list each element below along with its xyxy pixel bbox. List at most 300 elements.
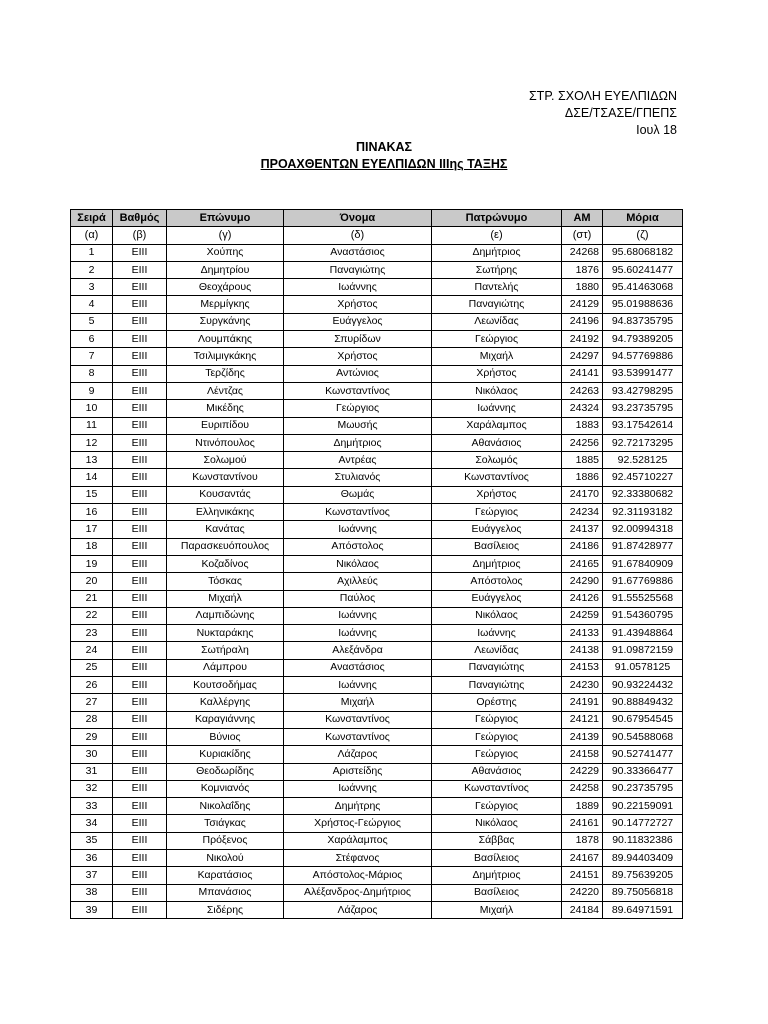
- rank-cell: ΕΙΙΙ: [113, 279, 167, 296]
- registry-number-cell: 24230: [562, 677, 603, 694]
- score-cell: 92.33380682: [603, 486, 683, 503]
- table-row: [71, 434, 683, 451]
- first-name-cell: Κωνσταντίνος: [284, 711, 432, 728]
- column-code: (ζ): [603, 227, 683, 244]
- rank-cell: ΕΙΙΙ: [113, 677, 167, 694]
- row-number-cell: 39: [71, 901, 113, 918]
- surname-cell: Τόσκας: [167, 573, 284, 590]
- rank-cell: ΕΙΙΙ: [113, 884, 167, 901]
- table-row: [71, 417, 683, 434]
- registry-number-cell: 24141: [562, 365, 603, 382]
- column-header: Μόρια: [603, 210, 683, 227]
- father-name-cell: Ευάγγελος: [432, 590, 562, 607]
- row-number-cell: 1: [71, 244, 113, 261]
- father-name-cell: Νικόλαος: [432, 382, 562, 399]
- registry-number-cell: 24121: [562, 711, 603, 728]
- rank-cell: ΕΙΙΙ: [113, 746, 167, 763]
- row-number-cell: 9: [71, 382, 113, 399]
- first-name-cell: Δημήτριος: [284, 434, 432, 451]
- father-name-cell: Ιωάννης: [432, 625, 562, 642]
- score-cell: 93.23735795: [603, 400, 683, 417]
- father-name-cell: Σωτήρης: [432, 261, 562, 278]
- surname-cell: Σολωμού: [167, 452, 284, 469]
- rank-cell: ΕΙΙΙ: [113, 555, 167, 572]
- row-number-cell: 28: [71, 711, 113, 728]
- registry-number-cell: 24133: [562, 625, 603, 642]
- table-row: [71, 867, 683, 884]
- score-cell: 89.64971591: [603, 901, 683, 918]
- surname-cell: Ντινόπουλος: [167, 434, 284, 451]
- promotion-table: [70, 209, 683, 919]
- rank-cell: ΕΙΙΙ: [113, 780, 167, 797]
- surname-cell: Τσιάγκας: [167, 815, 284, 832]
- first-name-cell: Ιωάννης: [284, 780, 432, 797]
- father-name-cell: Γεώργιος: [432, 728, 562, 745]
- row-number-cell: 3: [71, 279, 113, 296]
- first-name-cell: Θωμάς: [284, 486, 432, 503]
- father-name-cell: Νικόλαος: [432, 607, 562, 624]
- father-name-cell: Παναγιώτης: [432, 677, 562, 694]
- rank-cell: ΕΙΙΙ: [113, 798, 167, 815]
- score-cell: 91.09872159: [603, 642, 683, 659]
- registry-number-cell: 24138: [562, 642, 603, 659]
- score-cell: 92.45710227: [603, 469, 683, 486]
- document-title: [0, 139, 768, 173]
- row-number-cell: 7: [71, 348, 113, 365]
- father-name-cell: Σάββας: [432, 832, 562, 849]
- row-number-cell: 23: [71, 625, 113, 642]
- table-row: [71, 607, 683, 624]
- first-name-cell: Παναγιώτης: [284, 261, 432, 278]
- father-name-cell: Κωνσταντίνος: [432, 469, 562, 486]
- score-cell: 91.67840909: [603, 555, 683, 572]
- score-cell: 90.93224432: [603, 677, 683, 694]
- rank-cell: ΕΙΙΙ: [113, 763, 167, 780]
- first-name-cell: Απόστολος-Μάριος: [284, 867, 432, 884]
- father-name-cell: Δημήτριος: [432, 244, 562, 261]
- first-name-cell: Δημήτρης: [284, 798, 432, 815]
- first-name-cell: Αντώνιος: [284, 365, 432, 382]
- registry-number-cell: 24137: [562, 521, 603, 538]
- score-cell: 95.41463068: [603, 279, 683, 296]
- first-name-cell: Κωνσταντίνος: [284, 728, 432, 745]
- table-row: [71, 279, 683, 296]
- surname-cell: Καραγιάννης: [167, 711, 284, 728]
- father-name-cell: Χαράλαμπος: [432, 417, 562, 434]
- row-number-cell: 37: [71, 867, 113, 884]
- registry-number-cell: 24167: [562, 849, 603, 866]
- surname-cell: Καλλέργης: [167, 694, 284, 711]
- rank-cell: ΕΙΙΙ: [113, 590, 167, 607]
- father-name-cell: Παναγιώτης: [432, 659, 562, 676]
- father-name-cell: Σολωμός: [432, 452, 562, 469]
- score-cell: 94.79389205: [603, 331, 683, 348]
- column-code: (γ): [167, 227, 284, 244]
- surname-cell: Κουτσοδήμας: [167, 677, 284, 694]
- surname-cell: Μερμίγκης: [167, 296, 284, 313]
- row-number-cell: 19: [71, 555, 113, 572]
- score-cell: 94.83735795: [603, 313, 683, 330]
- registry-number-cell: 1889: [562, 798, 603, 815]
- father-name-cell: Μιχαήλ: [432, 901, 562, 918]
- table-row: [71, 780, 683, 797]
- registry-number-cell: 24151: [562, 867, 603, 884]
- first-name-cell: Χρήστος-Γεώργιος: [284, 815, 432, 832]
- surname-cell: Νικολού: [167, 849, 284, 866]
- rank-cell: ΕΙΙΙ: [113, 815, 167, 832]
- first-name-cell: Μωυσής: [284, 417, 432, 434]
- score-cell: 93.17542614: [603, 417, 683, 434]
- registry-number-cell: 24268: [562, 244, 603, 261]
- table-row: [71, 296, 683, 313]
- column-header: Όνομα: [284, 210, 432, 227]
- rank-cell: ΕΙΙΙ: [113, 538, 167, 555]
- registry-number-cell: 24196: [562, 313, 603, 330]
- registry-number-cell: 24129: [562, 296, 603, 313]
- surname-cell: Μπανάσιος: [167, 884, 284, 901]
- table-row: [71, 382, 683, 399]
- score-cell: 91.43948864: [603, 625, 683, 642]
- column-header: Πατρώνυμο: [432, 210, 562, 227]
- document-header: [529, 88, 677, 139]
- column-header: Σειρά: [71, 210, 113, 227]
- score-cell: 90.14772727: [603, 815, 683, 832]
- column-code: (δ): [284, 227, 432, 244]
- surname-cell: Θεοδωρίδης: [167, 763, 284, 780]
- table-row: [71, 884, 683, 901]
- score-cell: 90.54588068: [603, 728, 683, 745]
- table-row: [71, 538, 683, 555]
- rank-cell: ΕΙΙΙ: [113, 400, 167, 417]
- table-row: [71, 469, 683, 486]
- father-name-cell: Χρήστος: [432, 486, 562, 503]
- rank-cell: ΕΙΙΙ: [113, 607, 167, 624]
- registry-number-cell: 1876: [562, 261, 603, 278]
- first-name-cell: Αριστείδης: [284, 763, 432, 780]
- score-cell: 95.01988636: [603, 296, 683, 313]
- registry-number-cell: 24290: [562, 573, 603, 590]
- father-name-cell: Παναγιώτης: [432, 296, 562, 313]
- score-cell: 91.54360795: [603, 607, 683, 624]
- surname-cell: Νικολαΐδης: [167, 798, 284, 815]
- surname-cell: Τερζίδης: [167, 365, 284, 382]
- row-number-cell: 26: [71, 677, 113, 694]
- registry-number-cell: 24165: [562, 555, 603, 572]
- father-name-cell: Χρήστος: [432, 365, 562, 382]
- row-number-cell: 17: [71, 521, 113, 538]
- row-number-cell: 24: [71, 642, 113, 659]
- rank-cell: ΕΙΙΙ: [113, 659, 167, 676]
- surname-cell: Λάμπρου: [167, 659, 284, 676]
- registry-number-cell: 24158: [562, 746, 603, 763]
- score-cell: 90.52741477: [603, 746, 683, 763]
- rank-cell: ΕΙΙΙ: [113, 417, 167, 434]
- row-number-cell: 13: [71, 452, 113, 469]
- column-header: ΑΜ: [562, 210, 603, 227]
- table-row: [71, 849, 683, 866]
- table-row: [71, 728, 683, 745]
- row-number-cell: 34: [71, 815, 113, 832]
- column-header: Επώνυμο: [167, 210, 284, 227]
- first-name-cell: Λάζαρος: [284, 901, 432, 918]
- surname-cell: Συργκάνης: [167, 313, 284, 330]
- row-number-cell: 36: [71, 849, 113, 866]
- row-number-cell: 12: [71, 434, 113, 451]
- registry-number-cell: 24191: [562, 694, 603, 711]
- table-row: [71, 832, 683, 849]
- registry-number-cell: 1880: [562, 279, 603, 296]
- surname-cell: Μικέδης: [167, 400, 284, 417]
- father-name-cell: Δημήτριος: [432, 867, 562, 884]
- rank-cell: ΕΙΙΙ: [113, 521, 167, 538]
- row-number-cell: 27: [71, 694, 113, 711]
- surname-cell: Κανάτας: [167, 521, 284, 538]
- score-cell: 93.42798295: [603, 382, 683, 399]
- school-name: ΣΤΡ. ΣΧΟΛΗ ΕΥΕΛΠΙΔΩΝ: [528, 89, 677, 103]
- table-row: [71, 486, 683, 503]
- table-row: [71, 694, 683, 711]
- father-name-cell: Βασίλειος: [432, 538, 562, 555]
- registry-number-cell: 24184: [562, 901, 603, 918]
- table-row: [71, 573, 683, 590]
- surname-cell: Θεοχάρους: [167, 279, 284, 296]
- registry-number-cell: 24192: [562, 331, 603, 348]
- surname-cell: Νυκταράκης: [167, 625, 284, 642]
- father-name-cell: Παντελής: [432, 279, 562, 296]
- row-number-cell: 30: [71, 746, 113, 763]
- score-cell: 95.60241477: [603, 261, 683, 278]
- father-name-cell: Αθανάσιος: [432, 763, 562, 780]
- surname-cell: Πρόξενος: [167, 832, 284, 849]
- rank-cell: ΕΙΙΙ: [113, 261, 167, 278]
- first-name-cell: Ιωάννης: [284, 677, 432, 694]
- table-row: [71, 659, 683, 676]
- registry-number-cell: 1886: [562, 469, 603, 486]
- registry-number-cell: 24258: [562, 780, 603, 797]
- registry-number-cell: 24186: [562, 538, 603, 555]
- registry-number-cell: 24263: [562, 382, 603, 399]
- surname-cell: Κωνσταντίνου: [167, 469, 284, 486]
- first-name-cell: Χρήστος: [284, 296, 432, 313]
- table-row: [71, 244, 683, 261]
- row-number-cell: 6: [71, 331, 113, 348]
- first-name-cell: Ευάγγελος: [284, 313, 432, 330]
- father-name-cell: Γεώργιος: [432, 504, 562, 521]
- score-cell: 93.53991477: [603, 365, 683, 382]
- rank-cell: ΕΙΙΙ: [113, 486, 167, 503]
- column-code: (στ): [562, 227, 603, 244]
- first-name-cell: Αντρέας: [284, 452, 432, 469]
- surname-cell: Παρασκευόπουλος: [167, 538, 284, 555]
- surname-cell: Λαμπιδώνης: [167, 607, 284, 624]
- registry-number-cell: 24126: [562, 590, 603, 607]
- first-name-cell: Λάζαρος: [284, 746, 432, 763]
- score-cell: 90.23735795: [603, 780, 683, 797]
- title-line-2: ΠΡΟΑΧΘΕΝΤΩΝ ΕΥΕΛΠΙΔΩΝ IIIης ΤΑΞΗΣ: [260, 157, 508, 171]
- row-number-cell: 16: [71, 504, 113, 521]
- table-row: [71, 642, 683, 659]
- surname-cell: Τσιλιμιγκάκης: [167, 348, 284, 365]
- registry-number-cell: 1885: [562, 452, 603, 469]
- rank-cell: ΕΙΙΙ: [113, 711, 167, 728]
- father-name-cell: Μιχαήλ: [432, 348, 562, 365]
- title-line-1: ΠΙΝΑΚΑΣ: [355, 140, 413, 154]
- table-row: [71, 798, 683, 815]
- rank-cell: ΕΙΙΙ: [113, 625, 167, 642]
- table-header-row: [71, 210, 683, 227]
- row-number-cell: 32: [71, 780, 113, 797]
- row-number-cell: 20: [71, 573, 113, 590]
- column-code: (α): [71, 227, 113, 244]
- father-name-cell: Λεωνίδας: [432, 642, 562, 659]
- surname-cell: Σιδέρης: [167, 901, 284, 918]
- table-row: [71, 677, 683, 694]
- score-cell: 90.11832386: [603, 832, 683, 849]
- first-name-cell: Αναστάσιος: [284, 659, 432, 676]
- rank-cell: ΕΙΙΙ: [113, 867, 167, 884]
- rank-cell: ΕΙΙΙ: [113, 694, 167, 711]
- father-name-cell: Δημήτριος: [432, 555, 562, 572]
- rank-cell: ΕΙΙΙ: [113, 469, 167, 486]
- registry-number-cell: 1878: [562, 832, 603, 849]
- table-row: [71, 400, 683, 417]
- row-number-cell: 31: [71, 763, 113, 780]
- rank-cell: ΕΙΙΙ: [113, 244, 167, 261]
- registry-number-cell: 24161: [562, 815, 603, 832]
- score-cell: 92.72173295: [603, 434, 683, 451]
- father-name-cell: Βασίλειος: [432, 884, 562, 901]
- father-name-cell: Λεωνίδας: [432, 313, 562, 330]
- rank-cell: ΕΙΙΙ: [113, 573, 167, 590]
- score-cell: 89.94403409: [603, 849, 683, 866]
- rank-cell: ΕΙΙΙ: [113, 313, 167, 330]
- registry-number-cell: 24234: [562, 504, 603, 521]
- father-name-cell: Αθανάσιος: [432, 434, 562, 451]
- row-number-cell: 4: [71, 296, 113, 313]
- surname-cell: Κοζαδίνος: [167, 555, 284, 572]
- table-row: [71, 452, 683, 469]
- table-row: [71, 331, 683, 348]
- surname-cell: Καρατάσιος: [167, 867, 284, 884]
- rank-cell: ΕΙΙΙ: [113, 348, 167, 365]
- surname-cell: Ελληνικάκης: [167, 504, 284, 521]
- first-name-cell: Απόστολος: [284, 538, 432, 555]
- row-number-cell: 35: [71, 832, 113, 849]
- surname-cell: Χούπης: [167, 244, 284, 261]
- column-code: (ε): [432, 227, 562, 244]
- table-row: [71, 815, 683, 832]
- surname-cell: Κομνιανός: [167, 780, 284, 797]
- table-row: [71, 365, 683, 382]
- first-name-cell: Αλέξανδρος-Δημήτριος: [284, 884, 432, 901]
- surname-cell: Κουσαντάς: [167, 486, 284, 503]
- row-number-cell: 22: [71, 607, 113, 624]
- registry-number-cell: 24259: [562, 607, 603, 624]
- row-number-cell: 5: [71, 313, 113, 330]
- first-name-cell: Χρήστος: [284, 348, 432, 365]
- score-cell: 91.0578125: [603, 659, 683, 676]
- registry-number-cell: 24297: [562, 348, 603, 365]
- score-cell: 89.75639205: [603, 867, 683, 884]
- row-number-cell: 21: [71, 590, 113, 607]
- table-row: [71, 555, 683, 572]
- first-name-cell: Κωνσταντίνος: [284, 382, 432, 399]
- row-number-cell: 14: [71, 469, 113, 486]
- registry-number-cell: 24153: [562, 659, 603, 676]
- first-name-cell: Αχιλλεύς: [284, 573, 432, 590]
- rank-cell: ΕΙΙΙ: [113, 728, 167, 745]
- rank-cell: ΕΙΙΙ: [113, 901, 167, 918]
- score-cell: 94.57769886: [603, 348, 683, 365]
- table-row: [71, 261, 683, 278]
- registry-number-cell: 24139: [562, 728, 603, 745]
- column-header: Βαθμός: [113, 210, 167, 227]
- father-name-cell: Βασίλειος: [432, 849, 562, 866]
- score-cell: 91.87428977: [603, 538, 683, 555]
- rank-cell: ΕΙΙΙ: [113, 296, 167, 313]
- row-number-cell: 8: [71, 365, 113, 382]
- table-row: [71, 313, 683, 330]
- first-name-cell: Στέφανος: [284, 849, 432, 866]
- score-cell: 91.67769886: [603, 573, 683, 590]
- first-name-cell: Ιωάννης: [284, 607, 432, 624]
- first-name-cell: Νικόλαος: [284, 555, 432, 572]
- first-name-cell: Στυλιανός: [284, 469, 432, 486]
- score-cell: 92.00994318: [603, 521, 683, 538]
- surname-cell: Δημητρίου: [167, 261, 284, 278]
- rank-cell: ΕΙΙΙ: [113, 642, 167, 659]
- table-row: [71, 763, 683, 780]
- first-name-cell: Ιωάννης: [284, 521, 432, 538]
- score-cell: 92.528125: [603, 452, 683, 469]
- father-name-cell: Ευάγγελος: [432, 521, 562, 538]
- registry-number-cell: 24229: [562, 763, 603, 780]
- rank-cell: ΕΙΙΙ: [113, 365, 167, 382]
- score-cell: 92.31193182: [603, 504, 683, 521]
- registry-number-cell: 1883: [562, 417, 603, 434]
- surname-cell: Λέντζας: [167, 382, 284, 399]
- department-code: ΔΣΕ/ΤΣΑΣΕ/ΓΠΕΠΣ: [564, 106, 677, 120]
- row-number-cell: 38: [71, 884, 113, 901]
- score-cell: 90.88849432: [603, 694, 683, 711]
- row-number-cell: 10: [71, 400, 113, 417]
- score-cell: 91.55525568: [603, 590, 683, 607]
- rank-cell: ΕΙΙΙ: [113, 382, 167, 399]
- row-number-cell: 18: [71, 538, 113, 555]
- row-number-cell: 33: [71, 798, 113, 815]
- first-name-cell: Παύλος: [284, 590, 432, 607]
- table-row: [71, 625, 683, 642]
- table-row: [71, 711, 683, 728]
- rank-cell: ΕΙΙΙ: [113, 434, 167, 451]
- surname-cell: Μιχαήλ: [167, 590, 284, 607]
- row-number-cell: 11: [71, 417, 113, 434]
- first-name-cell: Ιωάννης: [284, 625, 432, 642]
- document-date: Ιουλ 18: [636, 123, 677, 137]
- table-row: [71, 746, 683, 763]
- registry-number-cell: 24170: [562, 486, 603, 503]
- table-subheader-row: [71, 227, 683, 244]
- score-cell: 95.68068182: [603, 244, 683, 261]
- father-name-cell: Ορέστης: [432, 694, 562, 711]
- registry-number-cell: 24324: [562, 400, 603, 417]
- surname-cell: Κυριακίδης: [167, 746, 284, 763]
- father-name-cell: Γεώργιος: [432, 711, 562, 728]
- father-name-cell: Γεώργιος: [432, 746, 562, 763]
- table-body: [71, 244, 683, 919]
- father-name-cell: Κωνσταντίνος: [432, 780, 562, 797]
- rank-cell: ΕΙΙΙ: [113, 331, 167, 348]
